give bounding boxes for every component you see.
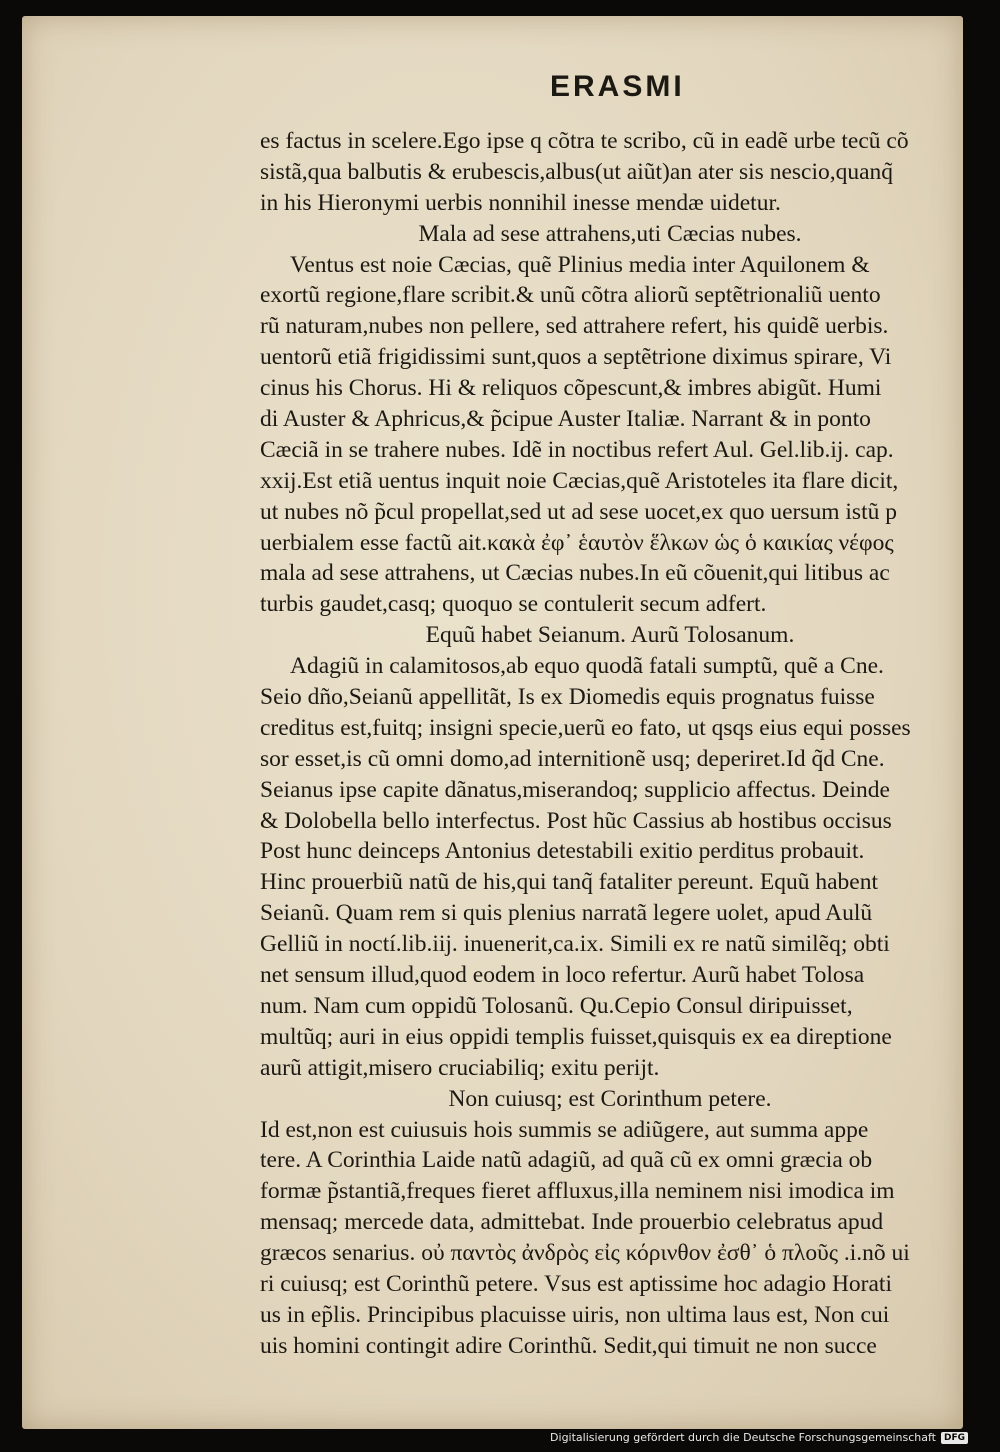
text-line: Adagiũ in calamitosos,ab equo quodã fatali sumptũ, quẽ a Cne. — [290, 653, 884, 680]
text-line: uerbialem esse factũ ait.κακὰ ἐφ᾽ ἑαυτὸν ἕλκων ὡς ὁ καικίας νέφος — [260, 529, 894, 556]
text-line: Seianũ. Quam rem si quis plenius narratã legere uolet, apud Aulũ — [260, 900, 873, 927]
text-line: uentorũ etiã frigidissimi sunt,quos a septẽtrione diximus spirare, Vi — [260, 344, 892, 371]
text-line: & Dolobella bello interfectus. Post hũc Cassius ab hostibus occisus — [260, 807, 892, 834]
text-line: sor esset,is cũ omni domo,ad internitionẽ usq; deperiret.Id q̃d Cne. — [260, 745, 885, 772]
text-line: Gelliũ in noctí.lib.iij. inuenerit,ca.ix. Simili ex re natũ similẽq; obti — [260, 931, 890, 958]
text-line: turbis gaudet,casq; quoquo se contulerit secum adfert. — [260, 591, 767, 618]
text-line: xxij.Est etiã uentus inquit noie Cæcias,quẽ Aristoteles ita flare dicit, — [260, 467, 899, 494]
text-line: sistã,qua balbutis & erubescis,albus(ut aiũt)an ater sis nescio,quanq̃ — [260, 158, 894, 185]
text-line: tere. A Corinthia Laide natũ adagiũ, ad quã cũ ex omni græcia ob — [260, 1147, 873, 1174]
book-page — [22, 16, 963, 1429]
text-line: Id est,non est cuiusuis hois summis se adiũgere, aut summa appe — [260, 1116, 869, 1143]
text-line: in his Hieronymi uerbis nonnihil inesse mendæ uidetur. — [260, 189, 781, 216]
text-line: cinus his Chorus. Hi & reliquos cõpescunt,& imbres abigũt. Humi — [260, 375, 882, 402]
text-line: num. Nam cum oppidũ Tolosanũ. Qu.Cepio Consul diripuisset, — [260, 992, 853, 1019]
text-line: rũ naturam,nubes non pellere, sed attrahere refert, his quidẽ uerbis. — [260, 313, 889, 340]
text-line: di Auster & Aphricus,& p̃cipue Auster Italiæ. Narrant & in ponto — [260, 406, 871, 433]
text-line: Ventus est noie Cæcias, quẽ Plinius media inter Aquilonem & — [290, 251, 870, 278]
dfg-logo: DFG — [941, 1432, 968, 1444]
text-line: græcos senarius. οὐ παντὸς ἀνδρὸς εἰς κόρινθον ἐσθ᾽ ὁ πλοῦς .i.nõ ui — [260, 1240, 910, 1267]
text-line: exortũ regione,flare scribit.& unũ cõtra aliorũ septẽtrionaliũ uento — [260, 282, 881, 309]
text-line: mensaq; mercede data, admittebat. Inde prouerbio celebratus apud — [260, 1209, 884, 1236]
text-line: net sensum illud,quod eodem in loco refertur. Aurũ habet Tolosa — [260, 962, 865, 989]
running-title: ERASMI — [550, 70, 685, 103]
text-line: formæ p̃stantiã,freques fieret affluxus,illa neminem nisi imodica im — [260, 1178, 895, 1205]
text-line: Seianus ipse capite dãnatus,miserandoq; supplicio affectus. Deinde — [260, 776, 890, 803]
text-line: Post hunc deinceps Antonius detestabili exitio perditus probauit. — [260, 838, 865, 865]
footer-credit: Digitalisierung gefördert durch die Deutsche Forschungsgemeinschaft — [550, 1431, 936, 1444]
adage-heading: Equũ habet Seianum. Aurũ Tolosanum. — [425, 622, 795, 649]
text-line: us in ep̃lis. Principibus placuisse uiris, non ultima laus est, Non cui — [260, 1301, 890, 1328]
digitization-footer — [550, 1431, 968, 1444]
text-line: ut nubes nõ p̃cul propellat,sed ut ad sese uocet,ex quo uersum istũ p — [260, 498, 897, 525]
adage-heading: Mala ad sese attrahens,uti Cæcias nubes. — [418, 220, 802, 247]
text-line: es factus in scelere.Ego ipse q cõtra te scribo, cũ in eadẽ urbe tecũ cõ — [260, 128, 909, 154]
text-line: uis homini contingit adire Corinthũ. Sedit,qui timuit ne non succe — [260, 1332, 877, 1359]
text-line: Hinc prouerbiũ natũ de his,qui tanq̃ fataliter pereunt. Equũ habent — [260, 869, 878, 896]
text-line: ri cuiusq; est Corinthũ petere. Vsus est aptissime hoc adagio Horati — [260, 1270, 892, 1297]
text-line: mala ad sese attrahens, ut Cæcias nubes.In eũ cõuenit,qui litibus ac — [260, 560, 890, 587]
text-line: aurũ attigit,misero cruciabiliq; exitu perijt. — [260, 1054, 660, 1081]
text-line: Cæciã in se trahere nubes. Idẽ in noctibus refert Aul. Gel.lib.ij. cap. — [260, 436, 894, 463]
text-line: creditus est,fuitq; insigni specie,uerũ eo fato, ut qsqs eius equi posses — [260, 714, 911, 741]
adage-heading: Non cuiusq; est Corinthum petere. — [448, 1085, 772, 1112]
page-text — [260, 126, 960, 1362]
text-line: multũq; auri in eius oppidi templis fuisset,quisquis ex ea direptione — [260, 1023, 892, 1050]
text-line: Seio dño,Seianũ appellitãt, Is ex Diomedis equis prognatus fuisse — [260, 684, 875, 711]
